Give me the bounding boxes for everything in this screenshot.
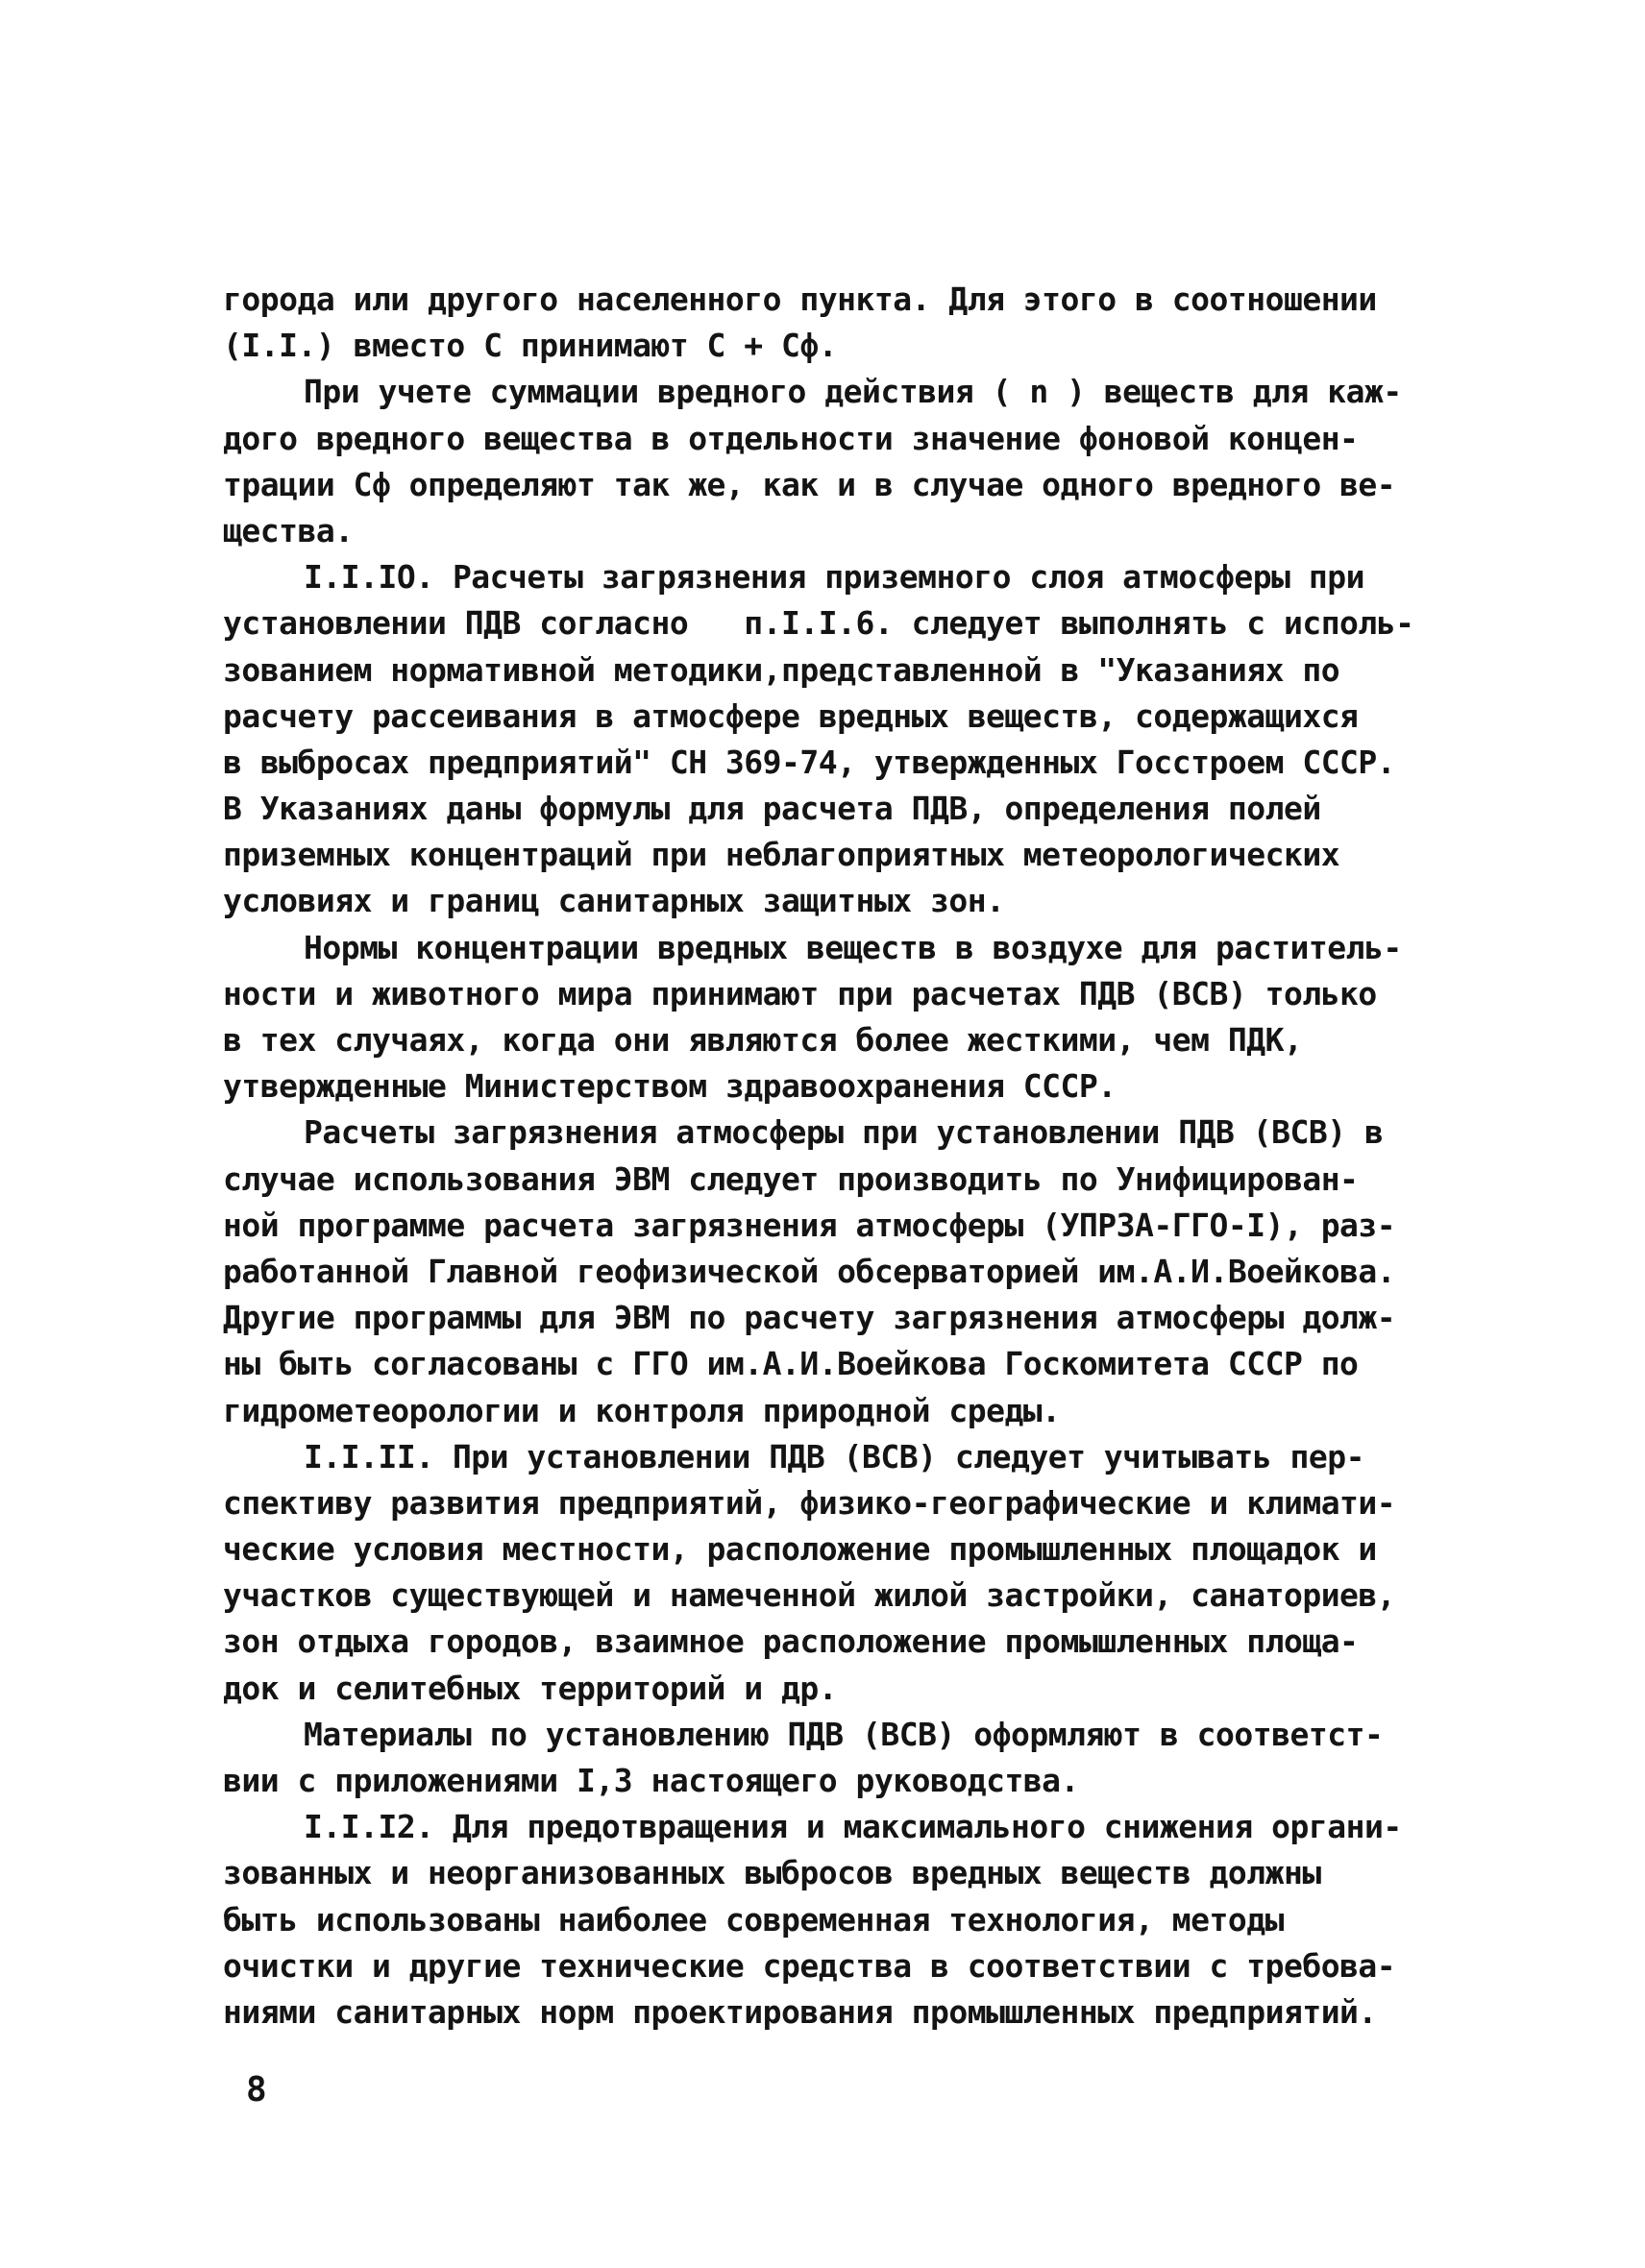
text-line: Другие программы для ЭВМ по расчету загрязнения атмосферы долж- [223, 1299, 1396, 1337]
text-line: зованных и неорганизованных выбросов вредных веществ должны [223, 1854, 1321, 1892]
text-line: гидрометеорологии и контроля природной среды. [223, 1391, 1061, 1429]
text-line: трации Сф определяют так же, как и в случае одного вредного ве- [223, 465, 1396, 503]
text-line: В Указаниях даны формулы для расчета ПДВ, определения полей [223, 790, 1321, 828]
text-line: ной программе расчета загрязнения атмосферы (УПРЗА-ГГО-I), раз- [223, 1206, 1396, 1244]
text-line: работанной Главной геофизической обсерваторией им.А.И.Воейкова. [223, 1252, 1396, 1290]
text-line: щества. [223, 511, 354, 549]
text-line: док и селитебных территорий и др. [223, 1669, 838, 1707]
body-text [223, 277, 1458, 2036]
text-line: быть использованы наиболее современная технология, методы [223, 1900, 1284, 1939]
text-line: приземных концентраций при неблагоприятных метеорологических [223, 836, 1340, 874]
page-number: 8 [246, 2070, 267, 2109]
text-line: в тех случаях, когда они являются более жесткими, чем ПДК, [223, 1021, 1303, 1059]
text-line: расчету рассеивания в атмосфере вредных веществ, содержащихся [223, 696, 1359, 735]
text-line: в выбросах предприятий" СН 369-74, утвержденных Госстроем СССР. [223, 743, 1396, 781]
text-line: участков существующей и намеченной жилой застройки, санаториев, [223, 1576, 1396, 1615]
text-line: случае использования ЭВМ следует производить по Унифицирован- [223, 1159, 1359, 1198]
text-line: спективу развития предприятий, физико-географические и климати- [223, 1483, 1396, 1522]
text-line: утвержденные Министерством здравоохранения СССР. [223, 1067, 1117, 1106]
text-line: ны быть согласованы с ГГО им.А.И.Воейкова Госкомитета СССР по [223, 1345, 1359, 1383]
text-line: очистки и другие технические средства в соответствии с требова- [223, 1946, 1396, 1985]
text-line: При учете суммации вредного действия ( n ) веществ для каж- [304, 373, 1402, 411]
text-line: условиях и границ санитарных защитных зон. [223, 882, 1005, 920]
text-line: I.I.I2. Для предотвращения и максимального снижения органи- [304, 1808, 1402, 1846]
text-line: ческие условия местности, расположение промышленных площадок и [223, 1530, 1377, 1569]
text-line: (I.I.) вместо С принимают С + Сф. [223, 327, 838, 365]
text-line: Нормы концентрации вредных веществ в воздухе для раститель- [304, 928, 1402, 966]
text-line: Материалы по установлению ПДВ (ВСВ) оформляют в соответст- [304, 1715, 1384, 1753]
text-line: города или другого населенного пункта. Для этого в соотношении [223, 280, 1377, 318]
text-line: вии с приложениями I,3 настоящего руководства. [223, 1762, 1079, 1799]
text-line: ниями санитарных норм проектирования промышленных предприятий. [223, 1992, 1377, 2031]
text-line: установлении ПДВ согласно п.I.I.6. следует выполнять с исполь- [223, 604, 1414, 643]
text-line: Расчеты загрязнения атмосферы при установлении ПДВ (ВСВ) в [304, 1113, 1384, 1152]
text-line: ности и животного мира принимают при расчетах ПДВ (ВСВ) только [223, 974, 1377, 1012]
text-line: I.I.II. При установлении ПДВ (ВСВ) следует учитывать пер- [304, 1437, 1364, 1475]
text-line: зованием нормативной методики,представленной в "Указаниях по [223, 650, 1340, 689]
text-line: I.I.IO. Расчеты загрязнения приземного слоя атмосферы при [304, 558, 1364, 597]
text-line: дого вредного вещества в отдельности значение фоновой концен- [223, 419, 1359, 457]
text-line: зон отдыха городов, взаимное расположение промышленных площа- [223, 1622, 1359, 1661]
